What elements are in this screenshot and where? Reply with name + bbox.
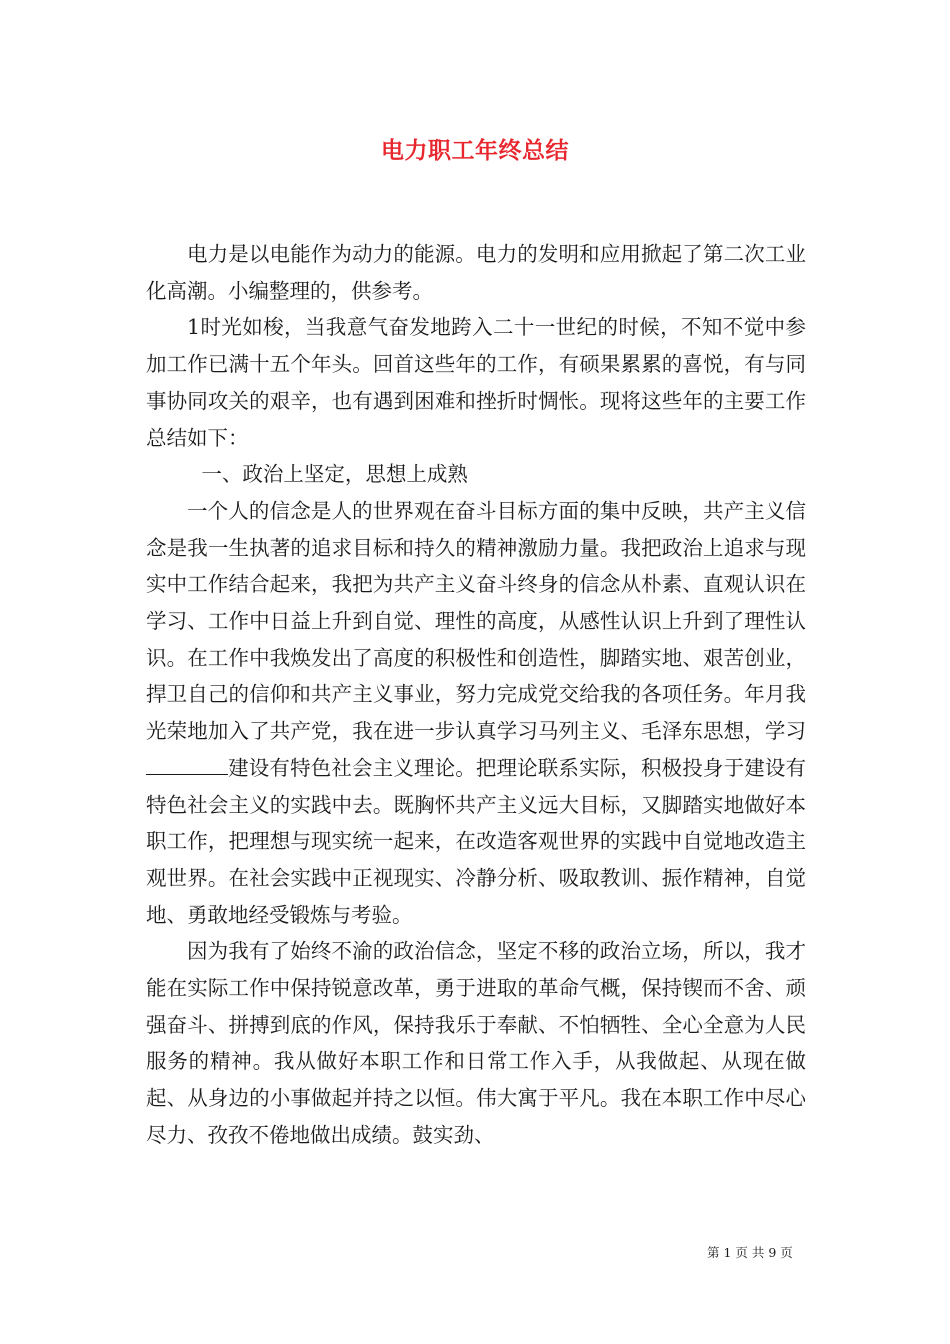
- document-body: [146, 236, 806, 1154]
- paragraph-belief-part1: 一个人的信念是人的世界观在奋斗目标方面的集中反映，共产主义信念是我一生执著的追求目标和持久的精神激励力量。我把政治上追求与现实中工作结合起来，我把为共产主义奋斗终身的信念从朴素、直观认识在学习、工作中日益上升到自觉、理性的高度，从感性认识上升到了理性认识。在工作中我焕发出了高度的积极性和创造性，脚踏实地、艰苦创业，捍卫自己的信仰和共产主义事业，努力完成党交给我的各项任务。年月我光荣地加入了共产党，我在进一步认真学习马列主义、毛泽东思想，学习: [146, 498, 806, 744]
- document-title: 电力职工年终总结: [381, 138, 569, 164]
- paragraph-conviction: 因为我有了始终不渝的政治信念，坚定不移的政治立场，所以，我才能在实际工作中保持锐意改革，勇于进取的革命气概，保持锲而不舍、顽强奋斗、拼搏到底的作风，保持我乐于奉献、不怕牺牲、全心全意为人民服务的精神。我从做好本职工作和日常工作入手，从我做起、从现在做起、从身边的小事做起并持之以恒。伟大寓于平凡。我在本职工作中尽心尽力、孜孜不倦地做出成绩。鼓实劲、: [146, 939, 806, 1147]
- page-number-footer: 第 1 页 共 9 页: [707, 1245, 793, 1260]
- paragraph-belief: [146, 493, 806, 933]
- blank-underline: [146, 752, 228, 775]
- section-heading-politics: 一、政治上坚定，思想上成熟: [201, 462, 468, 487]
- paragraph-opening: 1时光如梭，当我意气奋发地跨入二十一世纪的时候，不知不觉中参加工作已满十五个年头。回首这些年的工作，有硕果累累的喜悦，有与同事协同攻关的艰辛，也有遇到困难和挫折时惆怅。现将这些年的主要工作总结如下：: [146, 315, 806, 450]
- paragraph-belief-part2: 建设有特色社会主义理论。把理论联系实际，积极投身于建设有特色社会主义的实践中去。既胸怀共产主义远大目标，又脚踏实地做好本职工作，把理想与现实统一起来，在改造客观世界的实践中自觉地改造主观世界。在社会实践中正视现实、冷静分析、吸取教训、振作精神，自觉地、勇敢地经受锻炼与考验。: [146, 755, 806, 927]
- paragraph-intro: 电力是以电能作为动力的能源。电力的发明和应用掀起了第二次工业化高潮。小编整理的，供参考。: [146, 242, 806, 303]
